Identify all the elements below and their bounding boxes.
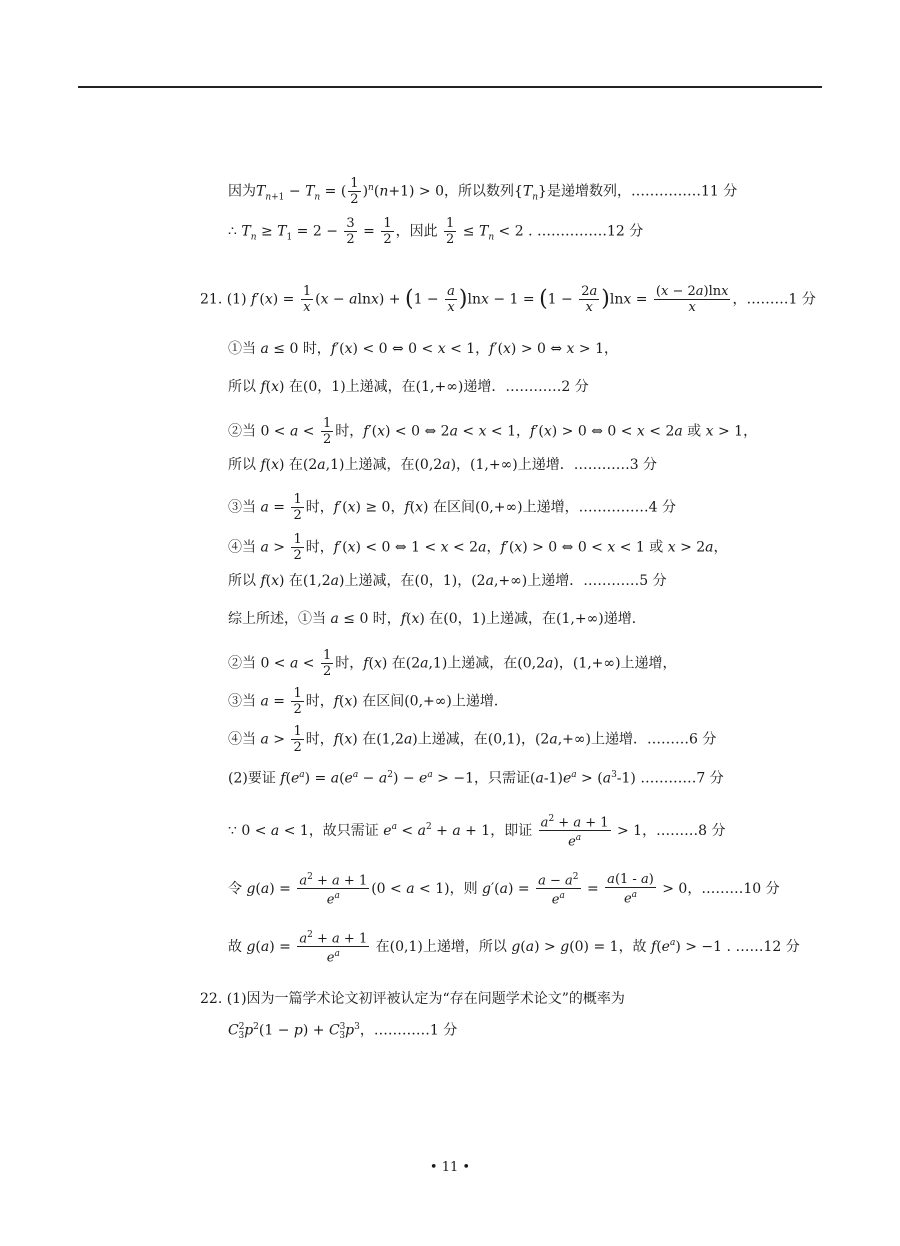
ie-text: ，即证	[490, 822, 533, 839]
q21-marks-12: ……12 分	[735, 938, 800, 955]
q21-let-line: 令 g(a) = $\frac{a^2 + a + 1}{e^a}$ (0 < a < 1)，则 g′(a) = $\frac{a - a^2}{e^a}$ = $\frac{a(1 - a)}{e^a}$ > 0，………10 分	[228, 871, 780, 908]
q21-summary-3: ③当 a = $\frac{1}{2}$ 时，f(x) 在区间(0,+∞)上递增．	[228, 686, 508, 717]
part2-mid: ，只需证	[474, 770, 530, 787]
case1-when-text: 时，	[302, 341, 331, 357]
q21-marks-8: ………8 分	[656, 822, 726, 839]
q21-summary-4: ④当 a > $\frac{1}{2}$ 时，f(x) 在(1,2a)上递减，在(0,1)，(2a,+∞)上递增．………6 分	[228, 724, 717, 755]
so-f-text: ，故	[618, 938, 647, 955]
q22-line-2: $C^2_3p^2(1 - p) + C^3_3p^3$，…………1 分	[228, 1022, 458, 1042]
q21-because-line: ∵ 0 < a < 1，故只需证 $e^a < a^2 + a + 1$，即证 $\frac{a^2 + a + 1}{e^a}$ > 1，………8 分	[228, 814, 726, 850]
q21-case4-line: ④当 a > $\frac{1}{2}$ 时，f′(x) < 0 ⇔ 1 < x < 2a，f′(x) > 0 ⇔ 0 < x < 1 或 x > 2a，	[228, 532, 728, 563]
q20-line-1: 因为$T_{n+1} - T_n$ = ( $\frac{1}{2}$ )$^n$(n+1) > 0，所以数列$\{T_n\}$是递增数列，……………11 分	[228, 176, 738, 207]
q21-summary-2: ②当 0 < a < $\frac{1}{2}$ 时，f(x) 在(2a,1)上递减，在(0,2a)，(1,+∞)上递增，	[228, 648, 677, 679]
then-text: ，则	[449, 880, 478, 897]
mono-text: 在(0,1)上递增，所以	[375, 938, 507, 955]
q22-line-1	[200, 990, 625, 1008]
q21-summary-1: 综上所述，①当 a ≤ 0 时，f(x) 在(0，1)上递减，在(1,+∞)递增．	[228, 611, 646, 627]
q21-marks-6: ………6 分	[647, 731, 717, 748]
q21-number: 21.	[200, 291, 223, 308]
q21-marks-1: ………1 分	[746, 291, 816, 308]
q20-marks-11: ……………11 分	[630, 183, 738, 200]
q21-case1-line: ①当 a ≤ 0 时，f′(x) < 0 ⇔ 0 < x < 1，f′(x) > 0 ⇔ x > 1，	[228, 341, 618, 357]
so-text: 故	[228, 938, 242, 955]
q21-marks-10: ………10 分	[701, 880, 780, 897]
summary-intro: 综上所述，①当	[228, 611, 326, 627]
q21-marks-4: ……………4 分	[578, 499, 676, 516]
because-text: ，故只需证	[308, 822, 379, 839]
q22-intro: (1)因为一篇学术论文初评被认定为“存在问题学术论文”的概率为	[226, 991, 625, 1007]
q20-line-2: ∴ $T_n \ge T_1 = 2$ − $\frac{3}{2}$ = $\frac{1}{2}$ ，因此 $\frac{1}{2}$ ≤ $T_n < 2$ . ……………12 分	[228, 216, 644, 247]
q21-line-1: 21. (1) f′(x) = $\frac{1}{x}$ (x − alnx) + (1 − $\frac{a}{x}$ )lnx − 1 = (1 − $\frac{2a}{x}$ )lnx = $\frac{(x - 2a)\ln x}{x}$ ，………1 分	[200, 284, 816, 315]
q21-marks-3: …………3 分	[573, 457, 658, 473]
q20-marks-12: ……………12 分	[537, 223, 644, 240]
q21-marks-2: …………2 分	[505, 379, 589, 395]
page-number: • 11 •	[429, 1160, 471, 1175]
q21-case2-result: 所以 f(x) 在(2a,1)上递减，在(0,2a)，(1,+∞)上递增．…………3 分	[228, 457, 658, 473]
q22-number: 22.	[200, 991, 223, 1007]
q21-case4-result: 所以 f(x) 在(1,2a)上递减，在(0，1)，(2a,+∞)上递增．…………5 分	[228, 573, 667, 589]
q21-marks-7: …………7 分	[640, 770, 724, 787]
q21-marks-5: …………5 分	[583, 573, 667, 589]
q21-part2-line: (2)要证 $f(e^a) = a(e^a - a^2) - e^a > -1$，只需证$(a-1)e^a > (a^3-1)$ …………7 分	[228, 770, 724, 787]
q21-case2-line: ②当 0 < a < $\frac{1}{2}$ 时，f′(x) < 0 ⇔ 2a < x < 1，f′(x) > 0 ⇔ 0 < x < 2a 或 x > 1，	[228, 416, 758, 447]
q21-case3-line: ③当 a = $\frac{1}{2}$ 时，f′(x) ≥ 0，f(x) 在区间(0,+∞)上递增，……………4 分	[228, 492, 676, 523]
let-text: 令	[228, 880, 242, 897]
header-rule	[78, 86, 822, 88]
q21-case1-result: 所以 f(x) 在(0，1)上递减，在(1,+∞)递增．…………2 分	[228, 379, 589, 395]
part2-intro: (2)要证	[228, 770, 276, 787]
q22-marks-1: …………1 分	[373, 1022, 458, 1039]
q21-so-line: 故 g(a) = $\frac{a^2 + a + 1}{e^a}$ 在(0,1)上递增，所以 g(a) > g(0) = 1，故 $f(e^a) > -1$ . ……12 分	[228, 930, 800, 966]
